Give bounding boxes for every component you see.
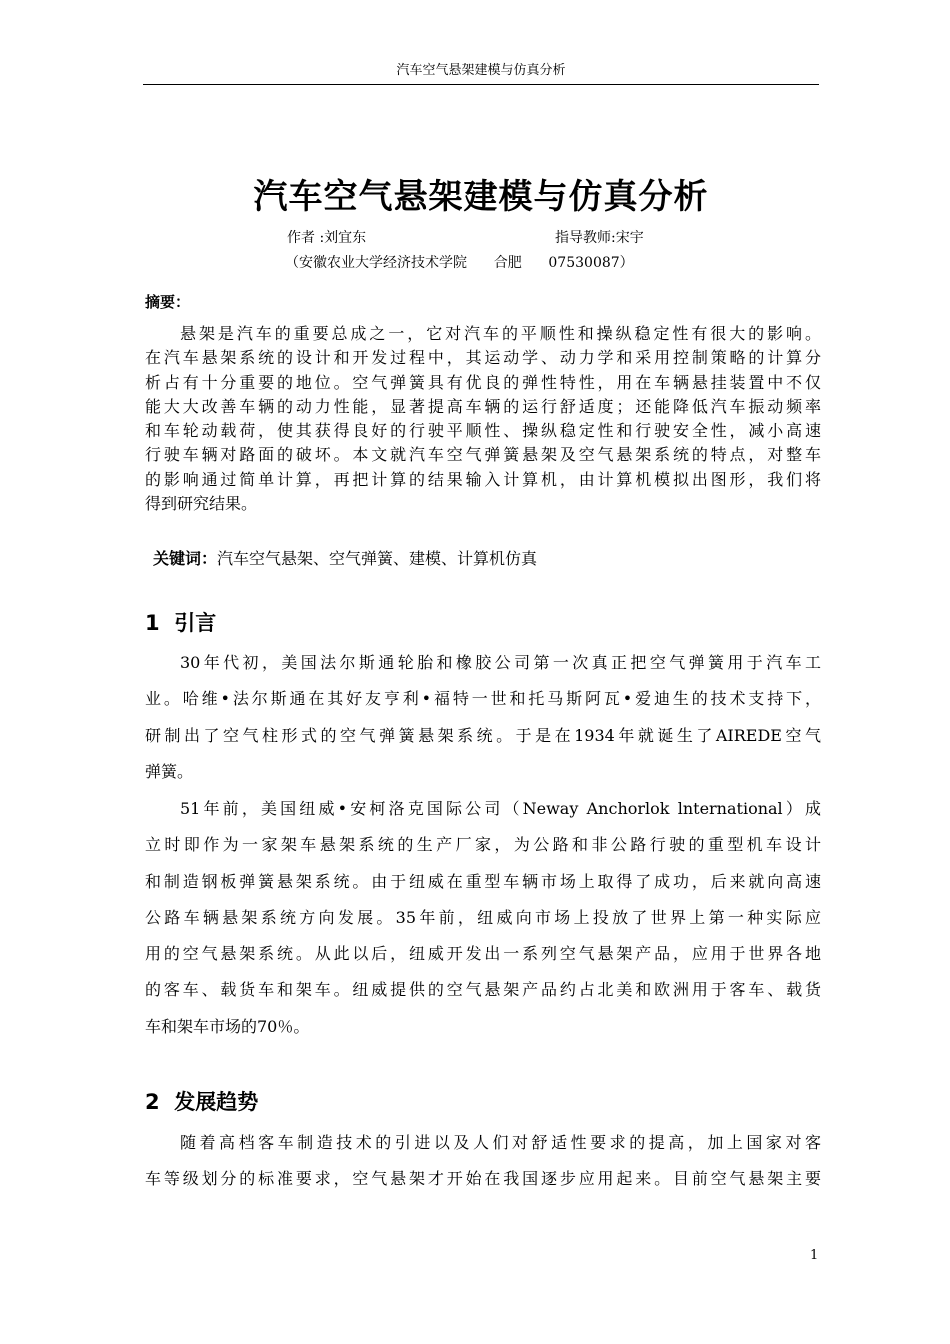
keywords-label: 关键词： [153, 549, 218, 568]
section-heading-introduction: 1 引言 [145, 611, 217, 635]
author-line: 作者 :刘宜东 [287, 230, 367, 246]
page-number: 1 [810, 1248, 819, 1263]
paragraph-line: 51年前，美国纽威•安柯洛克国际公司（Neway Anchorlok lnternational）成 [180, 799, 821, 818]
abstract-line: 能大大改善车辆的动力性能，显著提高车辆的运行舒适度；还能降低汽车振动频率 [145, 396, 821, 416]
keywords-text: 汽车空气悬架、空气弹簧、建模、计算机仿真 [217, 549, 538, 568]
paragraph-line: 随着高档客车制造技术的引进以及人们对舒适性要求的提高，加上国家对客 [180, 1133, 821, 1152]
paragraph-line: 公路车辆悬架系统方向发展。35年前，纽威向市场上投放了世界上第一种实际应 [145, 907, 821, 927]
paragraph-line: 研制出了空气柱形式的空气弹簧悬架系统。于是在1934年就诞生了AIREDE空气 [145, 725, 821, 745]
intro-paragraph-2 [145, 791, 821, 1045]
abstract-line: 在汽车悬架系统的设计和开发过程中，其运动学、动力学和采用控制策略的计算分 [145, 348, 821, 368]
paragraph-line: 30年代初，美国法尔斯通轮胎和橡胶公司第一次真正把空气弹簧用于汽车工 [180, 653, 821, 672]
intro-paragraph-1 [145, 645, 821, 790]
paragraph-line: 业。哈维•法尔斯通在其好友亨利•福特一世和托马斯阿瓦•爱迪生的技术支持下， [145, 689, 821, 709]
abstract-line: 和车轮动载荷，使其获得良好的行驶平顺性、操纵稳定性和行驶安全性，减小高速 [145, 421, 821, 441]
affiliation-line: （安徽农业大学经济技术学院 合肥 07530087） [285, 255, 634, 271]
abstract-heading: 摘要： [145, 293, 191, 311]
keywords-line [153, 546, 537, 572]
advisor-line: 指导教师:宋宇 [555, 230, 644, 246]
section-heading-trends: 2 发展趋势 [145, 1090, 259, 1114]
trends-paragraph-1 [145, 1125, 821, 1198]
abstract-paragraph [145, 322, 821, 516]
document-title: 汽车空气悬架建模与仿真分析 [253, 177, 709, 217]
abstract-line: 的影响通过简单计算，再把计算的结果输入计算机，由计算机模拟出图形，我们将 [145, 469, 821, 489]
abstract-line: 悬架是汽车的重要总成之一，它对汽车的平顺性和操纵稳定性有很大的影响。 [180, 324, 821, 343]
paragraph-line: 用的空气悬架系统。从此以后，纽威开发出一系列空气悬架产品，应用于世界各地 [145, 944, 821, 964]
abstract-line: 行驶车辆对路面的破坏。本文就汽车空气弹簧悬架及空气悬架系统的特点，对整车 [145, 445, 821, 465]
paragraph-line: 车和架车市场的70％。 [145, 1016, 310, 1036]
paragraph-line: 车等级划分的标准要求，空气悬架才开始在我国逐步应用起来。目前空气悬架主要 [145, 1169, 821, 1189]
abstract-line: 析占有十分重要的地位。空气弹簧具有优良的弹性特性，用在车辆悬挂装置中不仅 [145, 372, 821, 392]
abstract-line: 得到研究结果。 [145, 494, 258, 514]
paragraph-line: 弹簧。 [145, 761, 194, 781]
paragraph-line: 的客车、载货车和架车。纽威提供的空气悬架产品约占北美和欧洲用于客车、载货 [145, 980, 821, 1000]
header-rule [143, 84, 819, 85]
paragraph-line: 和制造钢板弹簧悬架系统。由于纽威在重型车辆市场上取得了成功，后来就向高速 [145, 871, 821, 891]
running-header: 汽车空气悬架建模与仿真分析 [396, 63, 566, 78]
paragraph-line: 立时即作为一家架车悬架系统的生产厂家，为公路和非公路行驶的重型机车设计 [145, 835, 821, 855]
